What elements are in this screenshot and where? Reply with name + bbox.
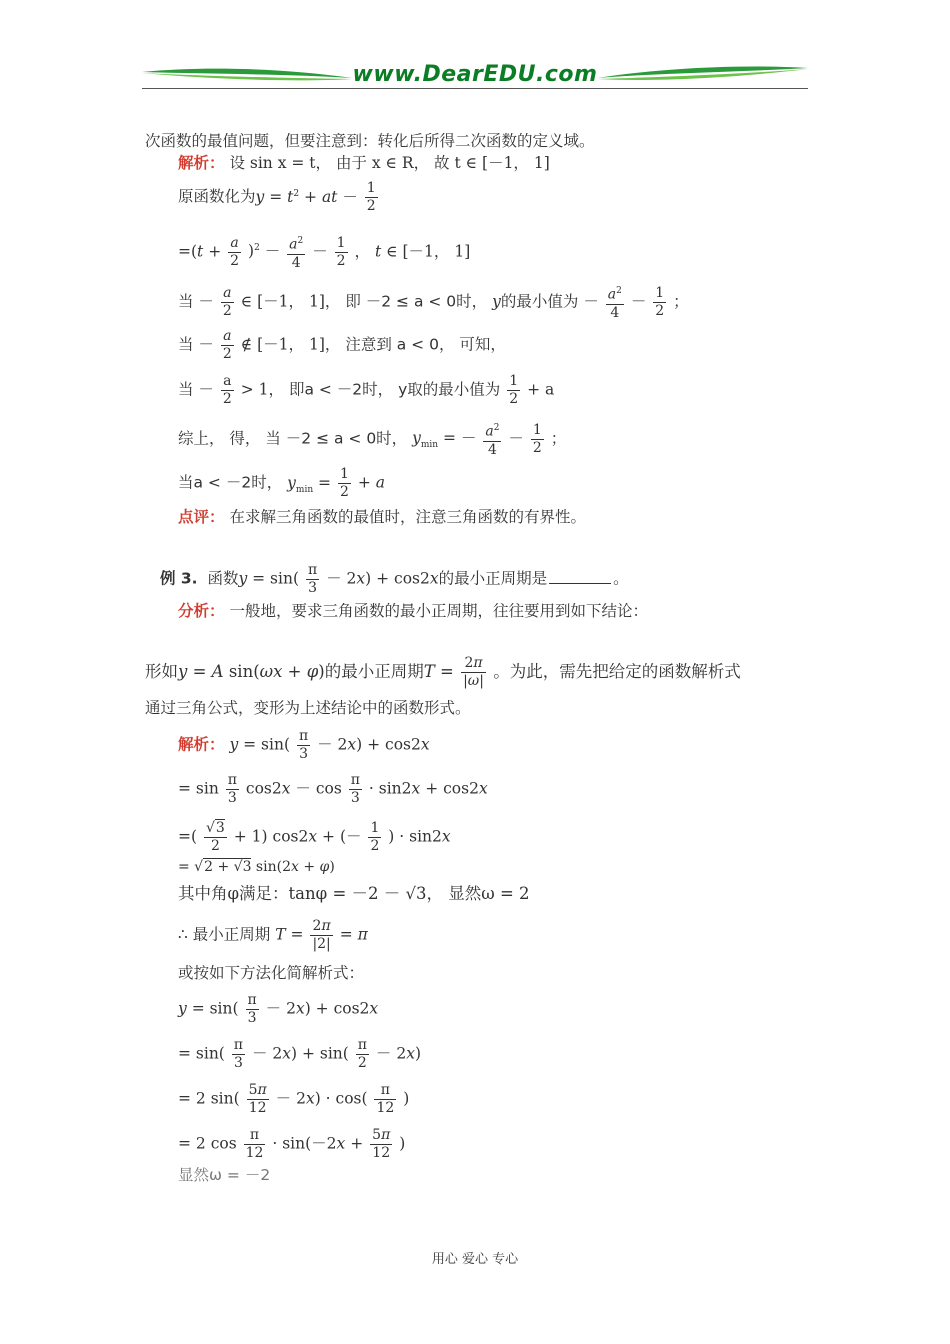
answer-blank bbox=[549, 569, 611, 584]
text-line: 通过三角公式，变形为上述结论中的函数形式。 bbox=[145, 699, 471, 717]
math-line: = √2 + √3 sin(2x + φ) bbox=[178, 859, 335, 875]
math-text: ∴ 最小正周期 bbox=[178, 925, 271, 944]
fraction: $\frac{2\pi}{|\omega|}$ bbox=[463, 655, 484, 689]
math-text: 综上， 得， 当 －2 ≤ a < 0时， bbox=[178, 429, 408, 448]
fraction: $\frac{\pi}{3}$ bbox=[227, 772, 237, 806]
analysis-line bbox=[178, 601, 648, 621]
header-rule bbox=[142, 88, 808, 89]
label-analysis: 分析： bbox=[178, 602, 225, 620]
math-line: 当 － $\frac{a}{2}$ ∉ [－1， 1]， 注意到 a < 0， 可知， bbox=[178, 328, 506, 362]
math-text: 设 sin x = t， 由于 x ∈ R， 故 t ∈ [－1， 1] bbox=[229, 154, 550, 172]
fraction: $\frac{a}{2}$ bbox=[222, 328, 232, 362]
fraction: $\frac{1}{2}$ bbox=[655, 284, 665, 319]
fraction: $\frac{a}{2}$ bbox=[230, 234, 240, 269]
math-text: 即 －2 ≤ a < 0时， bbox=[345, 292, 488, 311]
math-line: 综上， 得， 当 －2 ≤ a < 0时， $y_{min}$ = － $\frac{a^2}{4}$ － $\frac{1}{2}$ ； bbox=[178, 421, 567, 458]
math-text: 当 － bbox=[178, 292, 214, 311]
math-line: = sin $\frac{\pi}{3}$ cos2x － cos $\frac{\pi}{3}$ · sin2x + cos2x bbox=[178, 772, 488, 806]
math-text: 原函数化为 bbox=[178, 187, 256, 206]
fraction: $\frac{a^2}{4}$ bbox=[287, 233, 305, 272]
math-line: 当 － $\frac{a}{2}$ ∈ [－1， 1]， 即 －2 ≤ a < 0时， y的最小值为 － $\frac{a^2}{4}$ － $\frac{1}{2}$ ； bbox=[178, 284, 689, 321]
math-text: 当 － bbox=[178, 380, 214, 399]
fraction: $\frac{a^2}{4}$ bbox=[606, 283, 624, 322]
label-comment: 点评： bbox=[178, 508, 225, 526]
math-line: = 2 cos $\frac{\pi}{12}$ · sin(－2x + $\frac{5\pi}{12}$ ) bbox=[178, 1127, 406, 1161]
math-text: 。 bbox=[613, 569, 629, 588]
fraction: $\frac{1}{2}$ bbox=[532, 421, 542, 456]
fraction: $\frac{\pi}{2}$ bbox=[357, 1037, 367, 1071]
math-line: 其中角φ满足：tanφ = －2 － √3， 显然ω = 2 bbox=[178, 884, 530, 903]
fraction: $\frac{\pi}{12}$ bbox=[376, 1082, 395, 1116]
math-line: 形如y = A sin(ωx + φ)的最小正周期T = $\frac{2\pi}{|\omega|}$ 。为此，需先把给定的函数解析式 bbox=[145, 655, 741, 689]
math-line: =(t + $\frac{a}{2}$ )$^2$ － $\frac{a^2}{4}$ － $\frac{1}{2}$ ， t ∈ [－1， 1] bbox=[178, 234, 471, 271]
math-line: 当a < －2时， $y_{min}$ = $\frac{1}{2}$ + a bbox=[178, 466, 386, 500]
fraction: $\frac{5\pi}{12}$ bbox=[372, 1127, 391, 1161]
header-banner bbox=[142, 58, 808, 92]
fraction: $\frac{\pi}{3}$ bbox=[247, 992, 257, 1026]
fraction: $\frac{5\pi}{12}$ bbox=[248, 1082, 267, 1116]
fraction: $\frac{a}{2}$ bbox=[222, 284, 232, 319]
fraction: $\frac{1}{2}$ bbox=[336, 234, 346, 269]
math-text: 形如 bbox=[145, 662, 178, 681]
fraction: $\frac{\pi}{3}$ bbox=[298, 728, 309, 762]
math-line: =( $\frac{√3}{2}$ + 1) cos2x + (－ $\frac{1}{2}$ ) · sin2x bbox=[178, 820, 451, 854]
label-solution: 解析： bbox=[178, 154, 225, 172]
text-line: 显然ω = －2 bbox=[178, 1166, 271, 1184]
math-line: = sin( $\frac{\pi}{3}$ － 2x) + sin( $\frac{\pi}{2}$ － 2x) bbox=[178, 1037, 422, 1071]
text-line: 次函数的最值问题，但要注意到：转化后所得二次函数的定义域。 bbox=[145, 132, 595, 150]
math-text: 的最小正周期是 bbox=[438, 569, 548, 588]
math-text: 一般地，要求三角函数的最小正周期，往往要用到如下结论： bbox=[229, 602, 648, 620]
math-line: ∴ 最小正周期 T = $\frac{2\pi}{|2|}$ = π bbox=[178, 918, 368, 952]
fraction: $\frac{1}{2}$ bbox=[509, 373, 519, 407]
example-line: 例 3. 函数y = sin( $\frac{\pi}{3}$ － 2x) + cos2x的最小正周期是 。 bbox=[160, 562, 629, 596]
solution-line bbox=[178, 153, 550, 173]
math-text: 函数 bbox=[207, 569, 239, 588]
math-text: 的最小正周期 bbox=[324, 662, 424, 681]
fraction: $\frac{\pi}{3}$ bbox=[350, 772, 360, 806]
math-line: = 2 sin( $\frac{5\pi}{12}$ － 2x) · cos( $\frac{\pi}{12}$ ) bbox=[178, 1082, 410, 1116]
site-logo: www.DearEDU.com bbox=[352, 62, 598, 87]
fraction: $\frac{1}{2}$ bbox=[370, 820, 380, 854]
math-text: 注意到 a < 0， 可知， bbox=[345, 335, 506, 354]
fraction: $\frac{\pi}{3}$ bbox=[307, 562, 318, 596]
fraction: $\frac{\pi}{3}$ bbox=[233, 1037, 243, 1071]
text-line: 或按如下方法化简解析式： bbox=[178, 964, 365, 982]
page-footer: 用心 爱心 专心 bbox=[431, 1252, 519, 1267]
math-line: y = sin( $\frac{\pi}{3}$ － 2x) + cos2x bbox=[178, 992, 379, 1026]
fraction: $\frac{1}{2}$ bbox=[366, 180, 376, 214]
math-text: 当a < －2时， bbox=[178, 473, 283, 492]
fraction: $\frac{1}{2}$ bbox=[339, 466, 349, 500]
math-text: 当 － bbox=[178, 335, 214, 354]
math-text: 即a < －2时， y取的最小值为 bbox=[288, 380, 501, 399]
fraction: $\frac{2\pi}{|2|}$ bbox=[312, 918, 331, 952]
fraction: $\frac{a^2}{4}$ bbox=[483, 420, 501, 459]
comment-line bbox=[178, 507, 586, 527]
math-text: 的最小值为 bbox=[500, 292, 579, 311]
fraction: $\frac{√3}{2}$ bbox=[205, 820, 225, 854]
math-text: 在求解三角函数的最值时，注意三角函数的有界性。 bbox=[229, 508, 586, 526]
fraction: $\frac{a}{2}$ bbox=[222, 373, 232, 407]
math-text: 。为此，需先把给定的函数解析式 bbox=[493, 662, 741, 681]
math-line: 当 － $\frac{a}{2}$ > 1， 即a < －2时， y取的最小值为 $\frac{1}{2}$ + a bbox=[178, 373, 555, 407]
math-line: 原函数化为$y = t^2$ + at － $\frac{1}{2}$ bbox=[178, 180, 376, 214]
fraction: $\frac{\pi}{12}$ bbox=[245, 1127, 264, 1161]
math-line: 解析： y = sin( $\frac{\pi}{3}$ － 2x) + cos2x bbox=[178, 728, 430, 762]
label-solution: 解析： bbox=[178, 735, 225, 754]
label-example: 例 3. bbox=[160, 569, 198, 588]
